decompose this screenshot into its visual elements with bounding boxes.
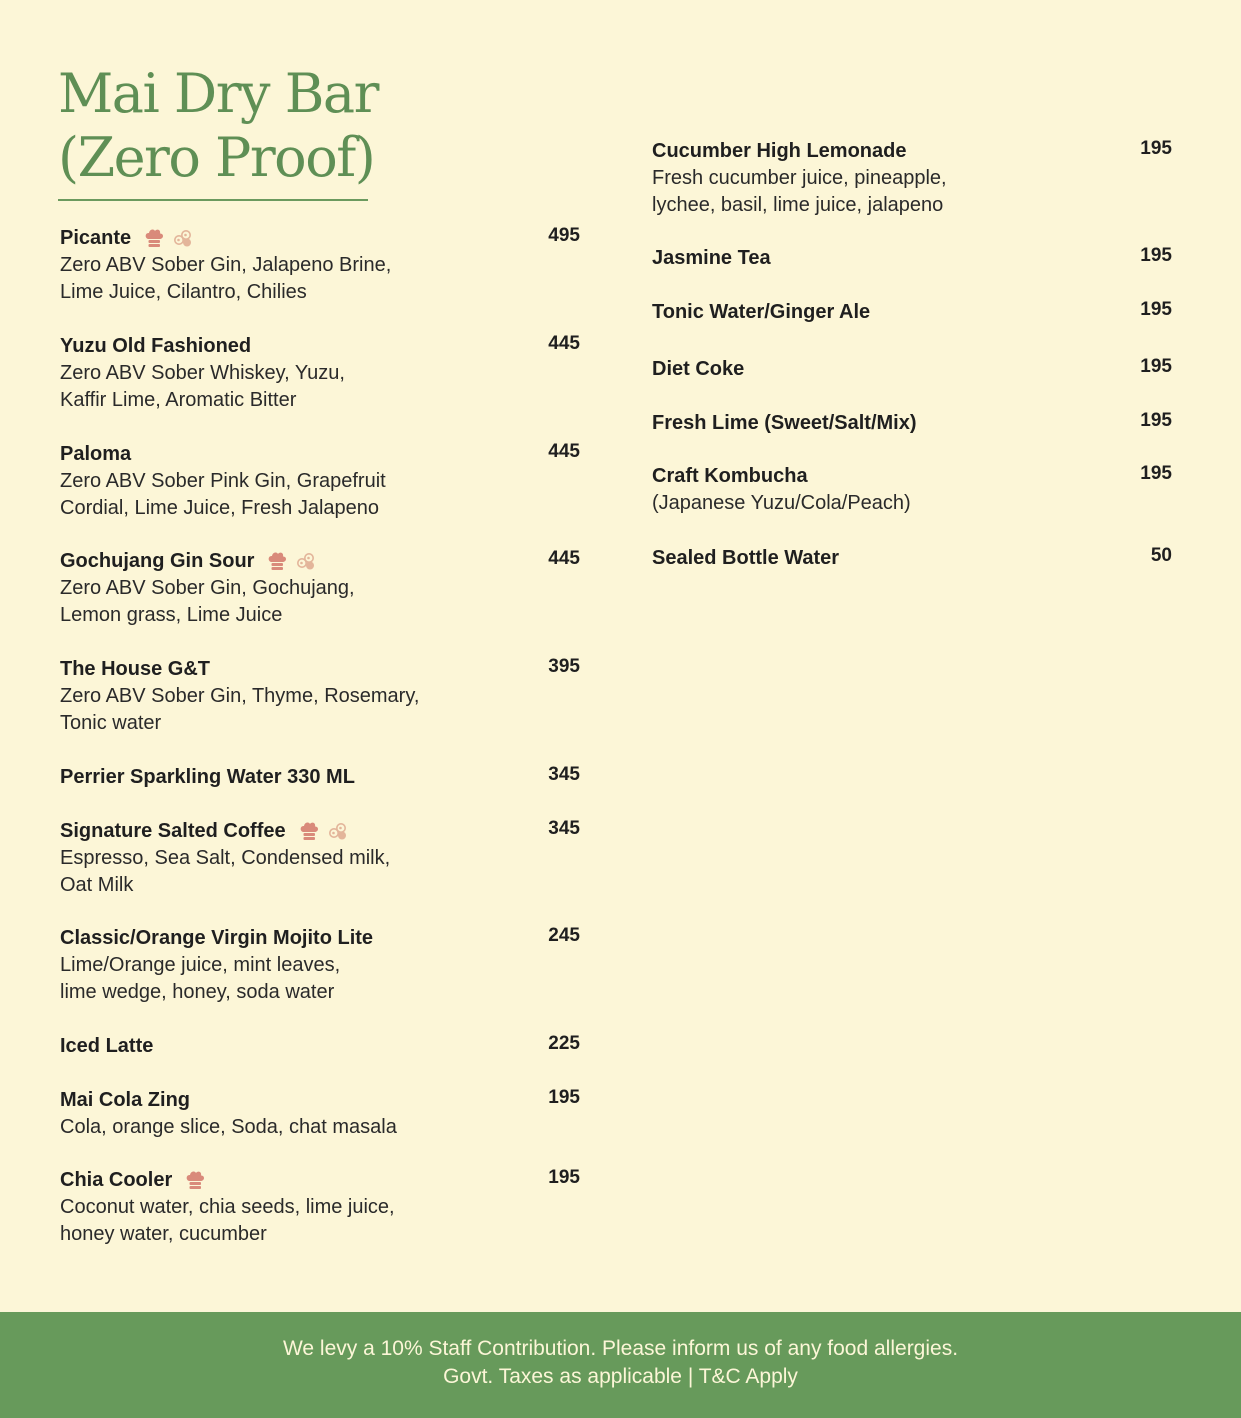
description-line: (Japanese Yuzu/Cola/Peach) — [652, 492, 911, 514]
menu-item-price: 445 — [548, 333, 580, 354]
description-line: Zero ABV Sober Whiskey, Yuzu, — [60, 362, 345, 384]
nut-allergen-icon — [328, 821, 348, 841]
menu-item-price: 245 — [548, 925, 580, 946]
chef-hat-icon — [143, 227, 165, 249]
menu-item-header — [60, 1167, 580, 1193]
dietary-icons — [184, 1169, 206, 1191]
dietary-icons — [298, 820, 348, 842]
menu-item — [60, 441, 580, 522]
chef-hat-icon — [184, 1169, 206, 1191]
menu-item-header — [60, 818, 580, 844]
menu-item-header — [60, 925, 580, 951]
menu-item-description — [60, 360, 580, 414]
menu-item-header — [60, 1087, 580, 1113]
description-line: Lime Juice, Cilantro, Chilies — [60, 281, 307, 303]
menu-item-header — [60, 1033, 580, 1059]
description-line: Kaffir Lime, Aromatic Bitter — [60, 389, 297, 411]
menu-item-name: Perrier Sparkling Water 330 ML — [60, 765, 355, 788]
description-line: Cordial, Lime Juice, Fresh Jalapeno — [60, 497, 380, 519]
menu-item-name: Yuzu Old Fashioned — [60, 334, 252, 357]
nut-allergen-icon — [296, 551, 316, 571]
menu-item — [652, 545, 1172, 571]
menu-item-price: 395 — [548, 656, 580, 677]
menu-item-price: 195 — [1140, 356, 1172, 377]
description-line: Coconut water, chia seeds, lime juice, — [60, 1196, 395, 1218]
menu-item-description — [60, 1194, 580, 1248]
menu-item-header — [652, 245, 1172, 271]
menu-item — [652, 299, 1172, 325]
footer-banner — [0, 1312, 1241, 1418]
menu-item-header — [60, 441, 580, 467]
menu-item — [652, 410, 1172, 436]
menu-item-name: Chia Cooler — [60, 1168, 173, 1191]
menu-item — [60, 656, 580, 737]
menu-item-header — [652, 356, 1172, 382]
description-line: Cola, orange slice, Soda, chat masala — [60, 1116, 397, 1138]
menu-item — [60, 548, 580, 629]
menu-item-name: Picante — [60, 226, 132, 249]
menu-item — [60, 1033, 580, 1059]
description-line: Zero ABV Sober Gin, Gochujang, — [60, 577, 355, 599]
description-line: Lime/Orange juice, mint leaves, — [60, 954, 341, 976]
menu-item-name: Cucumber High Lemonade — [652, 139, 907, 162]
menu-item — [60, 333, 580, 414]
menu-item-header — [60, 333, 580, 359]
description-line: Tonic water — [60, 712, 162, 734]
menu-item-header — [60, 656, 580, 682]
chef-hat-icon — [298, 820, 320, 842]
menu-item-name: Iced Latte — [60, 1034, 154, 1057]
description-line: Zero ABV Sober Gin, Jalapeno Brine, — [60, 254, 392, 276]
title-line-2: (Zero Proof) — [58, 126, 375, 189]
menu-item-description — [60, 683, 580, 737]
menu-item-name: Classic/Orange Virgin Mojito Lite — [60, 926, 374, 949]
description-line: lime wedge, honey, soda water — [60, 981, 335, 1003]
menu-item-name: Gochujang Gin Sour — [60, 549, 255, 572]
menu-item-name: Tonic Water/Ginger Ale — [652, 300, 871, 323]
description-line: Zero ABV Sober Pink Gin, Grapefruit — [60, 470, 386, 492]
description-line: Fresh cucumber juice, pineapple, — [652, 167, 947, 189]
menu-item-header — [60, 225, 580, 251]
menu-item-name: Diet Coke — [652, 357, 745, 380]
menu-item — [60, 925, 580, 1006]
menu-item-header — [652, 463, 1172, 489]
menu-item-header — [652, 138, 1172, 164]
menu-item-header — [652, 545, 1172, 571]
menu-item-price: 195 — [548, 1087, 580, 1108]
menu-item-description — [60, 952, 580, 1006]
menu-item-header — [60, 764, 580, 790]
menu-item-price: 445 — [548, 441, 580, 462]
menu-item-name: Jasmine Tea — [652, 246, 771, 269]
menu-item-price: 195 — [1140, 138, 1172, 159]
footer-terms: Govt. Taxes as applicable | T&C Apply — [443, 1365, 798, 1388]
menu-item-name: Paloma — [60, 442, 132, 465]
menu-item-price: 495 — [548, 225, 580, 246]
menu-item-price: 195 — [548, 1167, 580, 1188]
menu-item — [60, 764, 580, 790]
menu-item-name: Signature Salted Coffee — [60, 819, 286, 842]
menu-item — [60, 818, 580, 899]
menu-item-name: Mai Cola Zing — [60, 1088, 190, 1111]
menu-item — [60, 1167, 580, 1248]
menu-item-price: 50 — [1150, 545, 1172, 566]
page-title — [58, 62, 378, 190]
menu-item-header — [652, 299, 1172, 325]
menu-item-name: Fresh Lime (Sweet/Salt/Mix) — [652, 411, 917, 434]
menu-item-price: 195 — [1140, 245, 1172, 266]
dietary-icons — [143, 227, 193, 249]
menu-item-header — [652, 410, 1172, 436]
menu-item-header — [60, 548, 580, 574]
menu-item — [652, 463, 1172, 517]
menu-item-description — [652, 165, 1172, 219]
description-line: Lemon grass, Lime Juice — [60, 604, 283, 626]
menu-item-name: The House G&T — [60, 657, 211, 680]
menu-item — [60, 1087, 580, 1141]
menu-item-price: 445 — [548, 548, 580, 569]
description-line: lychee, basil, lime juice, jalapeno — [652, 194, 944, 216]
menu-item-price: 345 — [548, 818, 580, 839]
nut-allergen-icon — [173, 228, 193, 248]
menu-item-description — [60, 468, 580, 522]
description-line: Zero ABV Sober Gin, Thyme, Rosemary, — [60, 685, 420, 707]
menu-item-price: 195 — [1140, 463, 1172, 484]
menu-item-description — [652, 490, 1172, 517]
menu-item-description — [60, 1114, 580, 1141]
menu-item — [652, 245, 1172, 271]
dietary-icons — [266, 550, 316, 572]
menu-item-price: 195 — [1140, 410, 1172, 431]
menu-item-description — [60, 252, 580, 306]
description-line: honey water, cucumber — [60, 1223, 267, 1245]
menu-item-description — [60, 575, 580, 629]
menu-item — [60, 225, 580, 306]
menu-item-name: Sealed Bottle Water — [652, 546, 840, 569]
menu-item-price: 345 — [548, 764, 580, 785]
menu-item-price: 225 — [548, 1033, 580, 1054]
title-line-1: Mai Dry Bar — [58, 62, 378, 125]
chef-hat-icon — [266, 550, 288, 572]
menu-item-price: 195 — [1140, 299, 1172, 320]
menu-item — [652, 138, 1172, 219]
menu-item-description — [60, 845, 580, 899]
description-line: Oat Milk — [60, 874, 134, 896]
menu-item-name: Craft Kombucha — [652, 464, 808, 487]
menu-item — [652, 356, 1172, 382]
title-divider — [58, 199, 368, 201]
description-line: Espresso, Sea Salt, Condensed milk, — [60, 847, 391, 869]
footer-note: We levy a 10% Staff Contribution. Please inform us of any food allergies. — [282, 1337, 959, 1360]
